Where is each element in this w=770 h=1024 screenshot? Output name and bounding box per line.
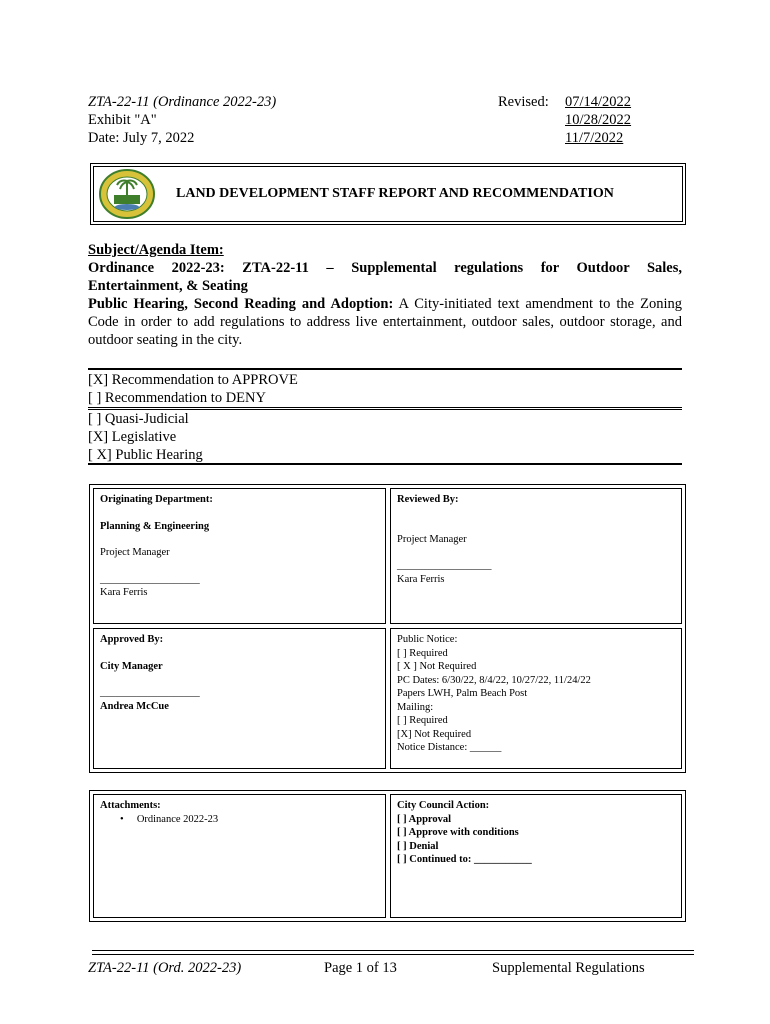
date-line: Date: July 7, 2022: [88, 130, 195, 146]
attachment-item: [100, 813, 379, 827]
reviewed-cell: [390, 488, 682, 624]
exhibit-line: Exhibit "A": [88, 112, 157, 128]
footer-section: Supplemental Regulations: [492, 960, 645, 976]
footer-rule: [92, 950, 694, 951]
subject-line-1: Ordinance 2022-23: ZTA-22-11 – Supplemental regulations for Outdoor Sales,: [88, 260, 682, 276]
revised-date: 10/28/2022: [565, 112, 632, 128]
type-list: [88, 410, 203, 464]
reviewed-role: Project Manager: [397, 533, 467, 545]
document-header: [88, 93, 276, 147]
reviewed-label: Reviewed By:: [397, 494, 459, 505]
public-notice-line: [ ] Required: [397, 715, 448, 726]
ordinance-line: ZTA-22-11 (Ordinance 2022-23): [88, 94, 277, 110]
approved-name: Andrea McCue: [100, 700, 169, 712]
council-action-line: [ ] Denial: [397, 840, 439, 852]
footer-page-number: Page 1 of 13: [324, 960, 397, 976]
type-legislative: [X] Legislative: [88, 429, 177, 445]
report-title: LAND DEVELOPMENT STAFF REPORT AND RECOMMENDATION: [176, 186, 614, 201]
recommend-deny: [ ] Recommendation to DENY: [88, 390, 266, 406]
hearing-paragraph: [88, 295, 682, 349]
public-notice-line: Papers LWH, Palm Beach Post: [397, 688, 528, 699]
footer-rule: [92, 954, 694, 955]
type-public-hearing: [ X] Public Hearing: [88, 447, 203, 463]
public-notice-line: Public Notice:: [397, 634, 458, 645]
city-seal-icon: [98, 169, 156, 219]
council-action-cell: [390, 794, 682, 918]
revised-label: Revised:: [498, 94, 549, 110]
revised-date: 11/7/2022: [565, 130, 624, 146]
hearing-text: A City-initiated text amendment to the Zoning Code in order to add regulations to address live entertainment, outdoor sales, outdoor storage, and outdoor seating in the city.: [88, 296, 682, 348]
subject-section: [88, 241, 682, 349]
public-notice-line: [X] Not Required: [397, 728, 472, 740]
recommend-approve: [X] Recommendation to APPROVE: [88, 372, 298, 388]
footer-ordinance: ZTA-22-11 (Ord. 2022-23): [88, 960, 242, 976]
public-notice-line: PC Dates: 6/30/22, 8/4/22, 10/27/22, 11/24/22: [397, 674, 591, 686]
divider: [88, 463, 682, 465]
originating-cell: [93, 488, 386, 624]
subject-line-2: Entertainment, & Seating: [88, 278, 248, 294]
revised-block: [498, 93, 631, 147]
public-notice-line: Notice Distance: ______: [397, 742, 502, 753]
divider: [88, 407, 682, 408]
signature-line: __________________: [397, 560, 492, 571]
originating-role: Project Manager: [100, 547, 170, 558]
public-notice-line: [ X ] Not Required: [397, 661, 477, 672]
public-notice-line: Mailing:: [397, 701, 434, 713]
council-action-line: [ ] Continued to: ___________: [397, 854, 532, 865]
originating-label: Originating Department:: [100, 494, 213, 505]
originating-dept: Planning & Engineering: [100, 520, 210, 532]
divider: [88, 368, 682, 370]
approved-label: Approved By:: [100, 634, 164, 645]
type-quasi-judicial: [ ] Quasi-Judicial: [88, 411, 189, 427]
attachments-label: Attachments:: [100, 800, 161, 811]
hearing-label: Public Hearing, Second Reading and Adoption:: [88, 296, 394, 312]
council-action-line: City Council Action:: [397, 800, 490, 811]
recommendation-list: [88, 371, 298, 407]
reviewed-name: Kara Ferris: [397, 573, 445, 585]
attachment-item-label: Ordinance 2022-23: [136, 813, 219, 825]
signature-line: ___________________: [100, 573, 200, 585]
attachments-cell: [93, 794, 386, 918]
subject-heading: Subject/Agenda Item:: [88, 242, 224, 258]
revised-date: 07/14/2022: [565, 94, 632, 110]
council-action-line: [ ] Approve with conditions: [397, 827, 519, 838]
public-notice-cell: [390, 628, 682, 769]
revised-dates: [565, 93, 631, 147]
approved-role: City Manager: [100, 660, 163, 672]
approved-cell: [93, 628, 386, 769]
public-notice-line: [ ] Required: [397, 647, 448, 659]
signature-line: ___________________: [100, 687, 200, 698]
originating-name: Kara Ferris: [100, 587, 148, 598]
bullet-icon: •: [120, 813, 137, 825]
council-action-line: [ ] Approval: [397, 813, 452, 825]
